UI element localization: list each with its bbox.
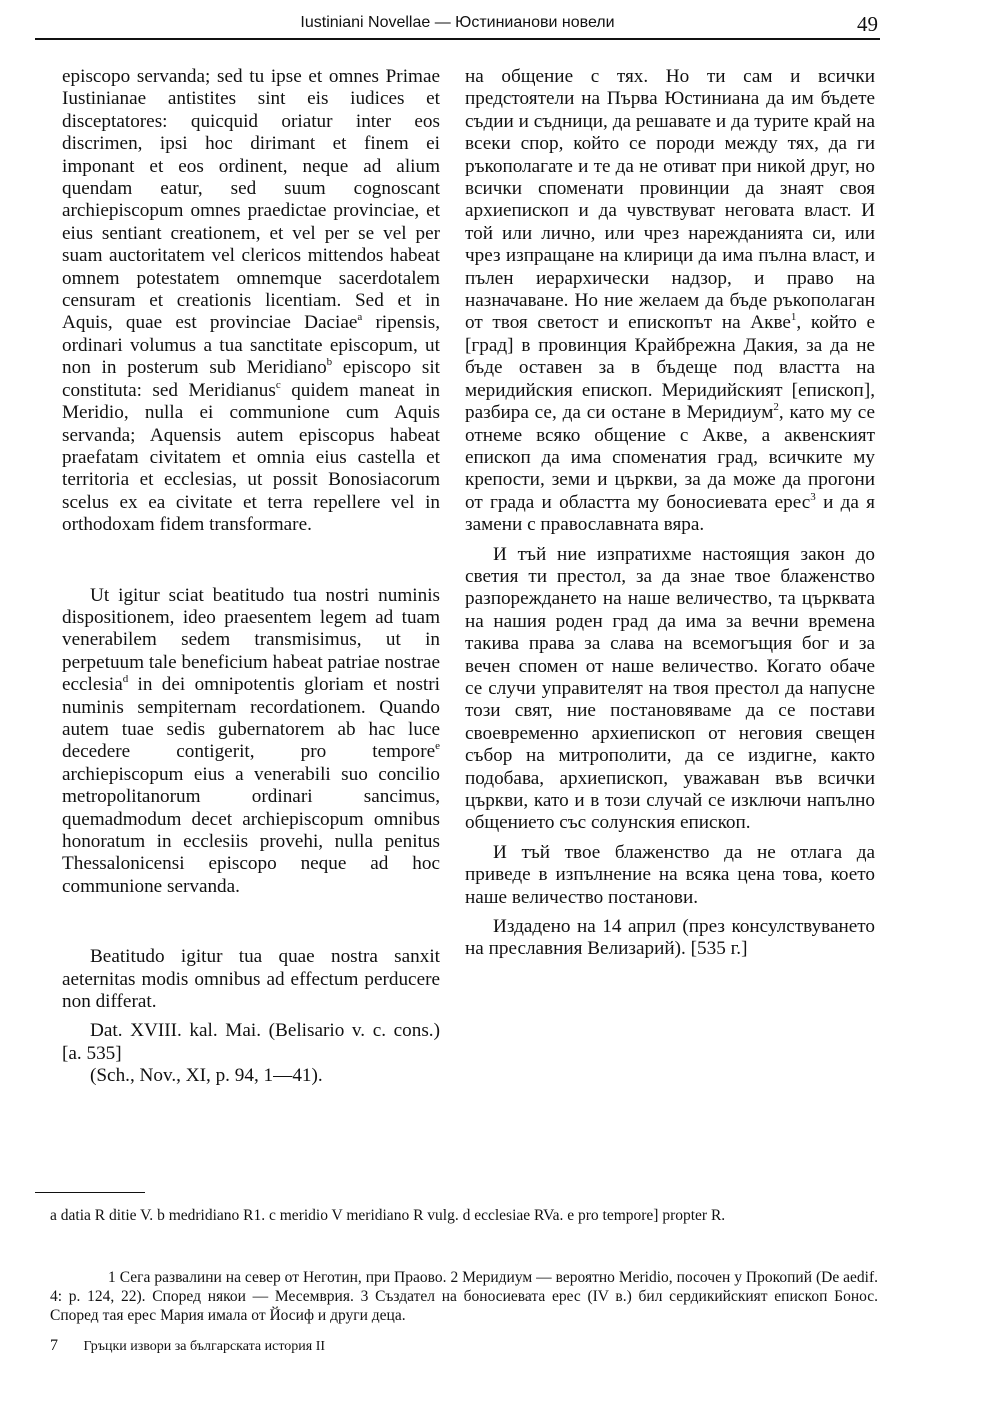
bulgarian-text: , като му се отнеме всяко общение с Акве, а аквенският епископ да има споменатия град, всичките му крепости, земи и църкви, за да може да прогони от града и областта му боносиевата ерес xyxy=(465,402,875,513)
note-ref-c: c xyxy=(275,378,281,391)
footnote-1: 1 Сега развалини на север от Неготин, при Праово. xyxy=(108,1269,447,1286)
bulgarian-paragraph-1 xyxy=(465,66,875,537)
note-ref-b: b xyxy=(326,356,333,369)
critical-apparatus xyxy=(50,1206,878,1226)
apparatus-note-b: b medridiano R1. xyxy=(157,1207,266,1224)
latin-date-line: Dat. XVIII. kal. Mai. (Belisario v. c. cons.) [a. 535] xyxy=(62,1020,440,1064)
note-ref-d: d xyxy=(122,673,129,686)
bulgarian-text: , който е [град] в провинция Крайбрежна Дакия, за да не бъде оставен за в бъдеще под властта на меридийския епископ. Меридийският [епископ], разбира се, да си остане в Меридиум xyxy=(465,312,875,424)
page-number: 49 xyxy=(857,12,878,36)
latin-text: Ut igitur sciat beatitudo tua nostri numinis dispositionem, ideo praesentem legem ad tuam venerabilem sedem transmisimus, ut in perpetuum tale beneficium habeat patriae nostrae ecclesia xyxy=(62,584,440,696)
latin-column xyxy=(62,66,440,1088)
latin-text: quidem maneat in Meridio, nulla ei communione cum Aquis servanda; Aquensis autem episcopus habeat praefatam civitatem et omnia eius castella et territoria et ecclesias, ut possit Bonosiacorum scelus ex ea civitate et terra repellere vel in orthodoxam fidem transformare. xyxy=(62,379,440,536)
footnote-3: 3 Създател на боносиевата ерес (IV в.) бил сердикийският епископ Бонос. Според тая ерес Мария имала от Йосиф и други деца. xyxy=(50,1288,879,1324)
bulgarian-date-line: Издадено на 14 април (през консулствуването на преславния Велизарий). [535 г.] xyxy=(465,916,875,960)
footnotes-body xyxy=(50,1268,878,1325)
bulgarian-paragraph-2: И тъй ние изпратихме настоящия закон до светия ти престол, за да знае твое блаженство разпореждането на наше величество, та църквата на нашия роден град да има за вечни времена такива права за слава на всемогъщия бог и за вечен спомен от наше величество. Когато обаче се случи управителят на твоя престол да напусне този свят, ние постановяваме да се постави своевременно архиепископ от неговия свещен събор на митрополити, да се издигне, както подобава, архиепископ, уважаван във всички църкви, като и в този случай се изключи напълно общението със солунския епископ. xyxy=(465,543,875,834)
apparatus-note-a: a datia R ditie V. xyxy=(50,1207,154,1224)
signature-mark: 7 xyxy=(50,1337,58,1354)
running-title: Iustiniani Novellae — Юстинианови новели xyxy=(300,14,615,31)
latin-paragraph-1 xyxy=(62,66,440,537)
footnote-ref-3: 3 xyxy=(810,490,816,503)
bulgarian-text: и да я замени с православната вяра. xyxy=(465,491,876,536)
footnote-divider xyxy=(35,1192,145,1193)
page-footer xyxy=(50,1337,878,1355)
bulgarian-column xyxy=(465,66,875,961)
latin-text: episcopo sit constituta: sed Meridianus xyxy=(62,357,440,401)
latin-text: ripensis, ordinari volumus a tua sanctitate episcopum, ut non in posterum sub Meridiano xyxy=(62,312,440,379)
latin-paragraph-3: Beatitudo igitur tua quae nostra sanxit aeternitas modis omnibus ad effectum perducere non differat. xyxy=(62,946,440,1013)
latin-paragraph-2 xyxy=(62,585,440,899)
apparatus-note-d: d ecclesiae RVa. xyxy=(462,1207,564,1224)
apparatus-note-c: c meridio V meridiano R vulg. xyxy=(269,1207,459,1224)
running-header xyxy=(35,10,880,40)
bulgarian-text: на общение с тях. Но ти сам и всички предстоятели на Първа Юстиниана да им бъдете съдии и съдници, да решавате и да турите край на всеки спор, който се породи между тях, да ги ръкополагате и те да не отиват при никой друг, но всички споменати провинции да знаят своя архиепископ и да чувствуват неговата власт. И той или лично, или чрез нарежданията си, или чрез изпращане на клирици да има пълна власт, и пълен иерархически надзор, и право на назначаване. Но ние желаем да бъде ръкополаган от твоя светост и епископът на Акве xyxy=(465,66,875,334)
footnote-2: 2 Меридиум — вероятно Meridio, посочен у Прокопий (De aedif. 4: p. 124, 22). Според някои — Месемврия. xyxy=(50,1269,879,1305)
latin-text: episcopo servanda; sed tu ipse et omnes Primae Iustinianae antistites sint eis iudices et disceptatores: quicquid oriatur inter eos discrimen, ipsi hoc dirimant et finem ei imponant et eos ordinent, neque ad alium quendam eatur, sed suum cognoscant archiepiscopum omnes praedictae provinciae, et eius sentiant creationem, et vel per se vel per suam auctoritatem vel clericos mittendos habeat omnem potestatem omnemque sacerdotalem censuram et creationis licentiam. Sed et in Aquis, quae est provinciae Daciae xyxy=(62,66,440,334)
footnote-ref-2: 2 xyxy=(773,401,779,414)
footnotes xyxy=(50,1268,878,1325)
footnote-ref-1: 1 xyxy=(790,311,797,324)
bulgarian-paragraph-3: И тъй твое блаженство да не отлага да приведе в изпълнение на всяка цена това, което наше величество постанови. xyxy=(465,841,875,908)
latin-text: in dei omnipotentis gloriam et nostri numinis sempiternam recordationem. Quando autem tuae sedis gubernatorem ab hac luce decedere contigerit, pro tempore xyxy=(62,674,440,763)
latin-source-citation: (Sch., Nov., XI, p. 94, 1—41). xyxy=(90,1065,323,1087)
note-ref-e: e xyxy=(435,740,440,753)
apparatus-note-e: e pro tempore] propter R. xyxy=(567,1207,726,1224)
latin-text: archiepiscopum eius a venerabili suo concilio metropolitanorum ordinari sancimus, quemadmodum decet archiepiscopum omnibus honoratum in ecclesiis provehi, nulla penitus Thessalonicensi episcopo neque ad hoc communione servanda. xyxy=(62,763,440,897)
note-ref-a: a xyxy=(357,311,363,324)
book-title: Гръцки извори за българската история II xyxy=(83,1339,326,1354)
